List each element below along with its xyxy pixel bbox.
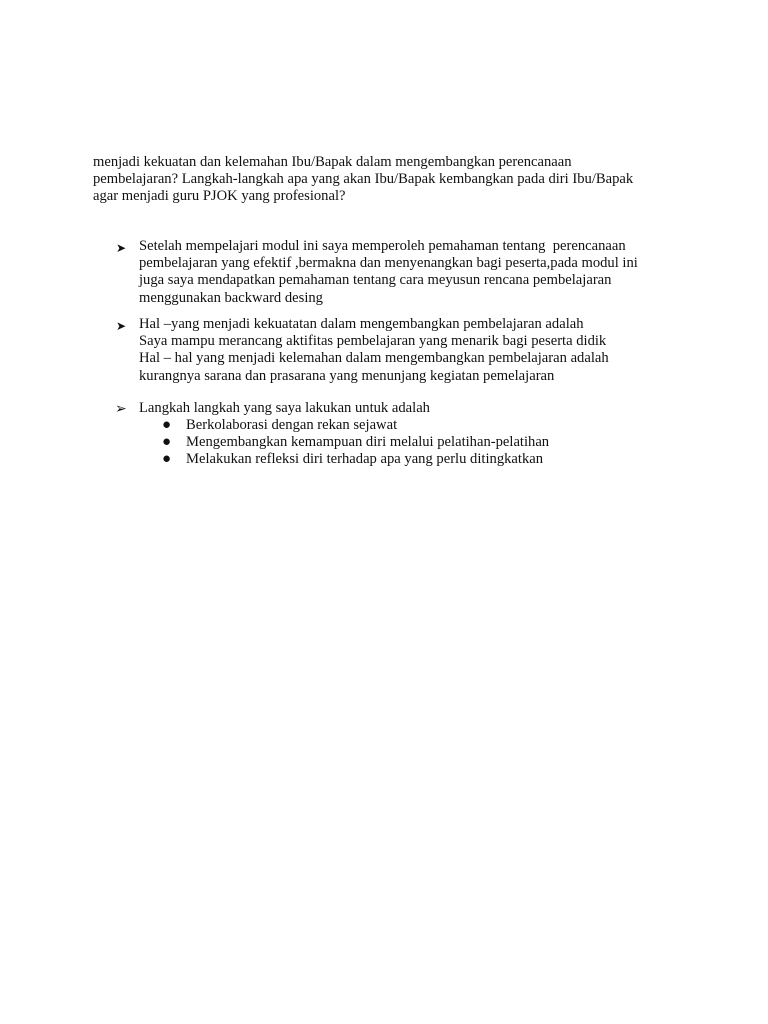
arrowhead-bullet-icon: ➤	[116, 241, 127, 255]
text-line: kurangnya sarana dan prasarana yang menunjang kegiatan pemelajaran	[139, 367, 555, 384]
text-line: pembelajaran? Langkah-langkah apa yang akan Ibu/Bapak kembangkan pada diri Ibu/Bapak	[93, 171, 634, 188]
bullet-dot-icon: ●	[162, 434, 172, 450]
text-line: agar menjadi guru PJOK yang profesional?	[93, 188, 346, 205]
bullet-dot-icon: ●	[162, 451, 172, 467]
sub-list	[186, 417, 549, 469]
sub-list-item: Mengembangkan kemampuan diri melalui pelatihan-pelatihan	[186, 434, 550, 451]
text-line: Setelah mempelajari modul ini saya memperoleh pemahaman tentang perencanaan	[139, 238, 626, 254]
sub-list-item: Melakukan refleksi diri terhadap apa yang perlu ditingkatkan	[186, 451, 544, 468]
text-line: Langkah langkah yang saya lakukan untuk adalah	[139, 400, 430, 416]
text-line: pembelajaran yang efektif ,bermakna dan menyenangkan bagi peserta,pada modul ini	[139, 255, 638, 272]
arrow-bullet-icon: ➢	[115, 402, 127, 417]
text-line: Saya mampu merancang aktifitas pembelajaran yang menarik bagi peserta didik	[139, 333, 607, 350]
text-line: menjadi kekuatan dan kelemahan Ibu/Bapak dalam mengembangkan perencanaan	[93, 154, 572, 170]
text-line: Hal – hal yang menjadi kelemahan dalam mengembangkan pembelajaran adalah	[139, 350, 609, 367]
bullet-dot-icon: ●	[162, 417, 172, 433]
text-line: juga saya mendapatkan pemahaman tentang cara meyusun rencana pembelajaran	[139, 272, 612, 289]
text-line: menggunakan backward desing	[139, 289, 323, 306]
text-line: Hal –yang menjadi kekuatatan dalam mengembangkan pembelajaran adalah	[139, 316, 584, 332]
sub-list-item: Berkolaborasi dengan rekan sejawat	[186, 417, 398, 433]
intro-paragraph	[93, 154, 633, 206]
arrowhead-bullet-icon: ➤	[116, 319, 127, 333]
